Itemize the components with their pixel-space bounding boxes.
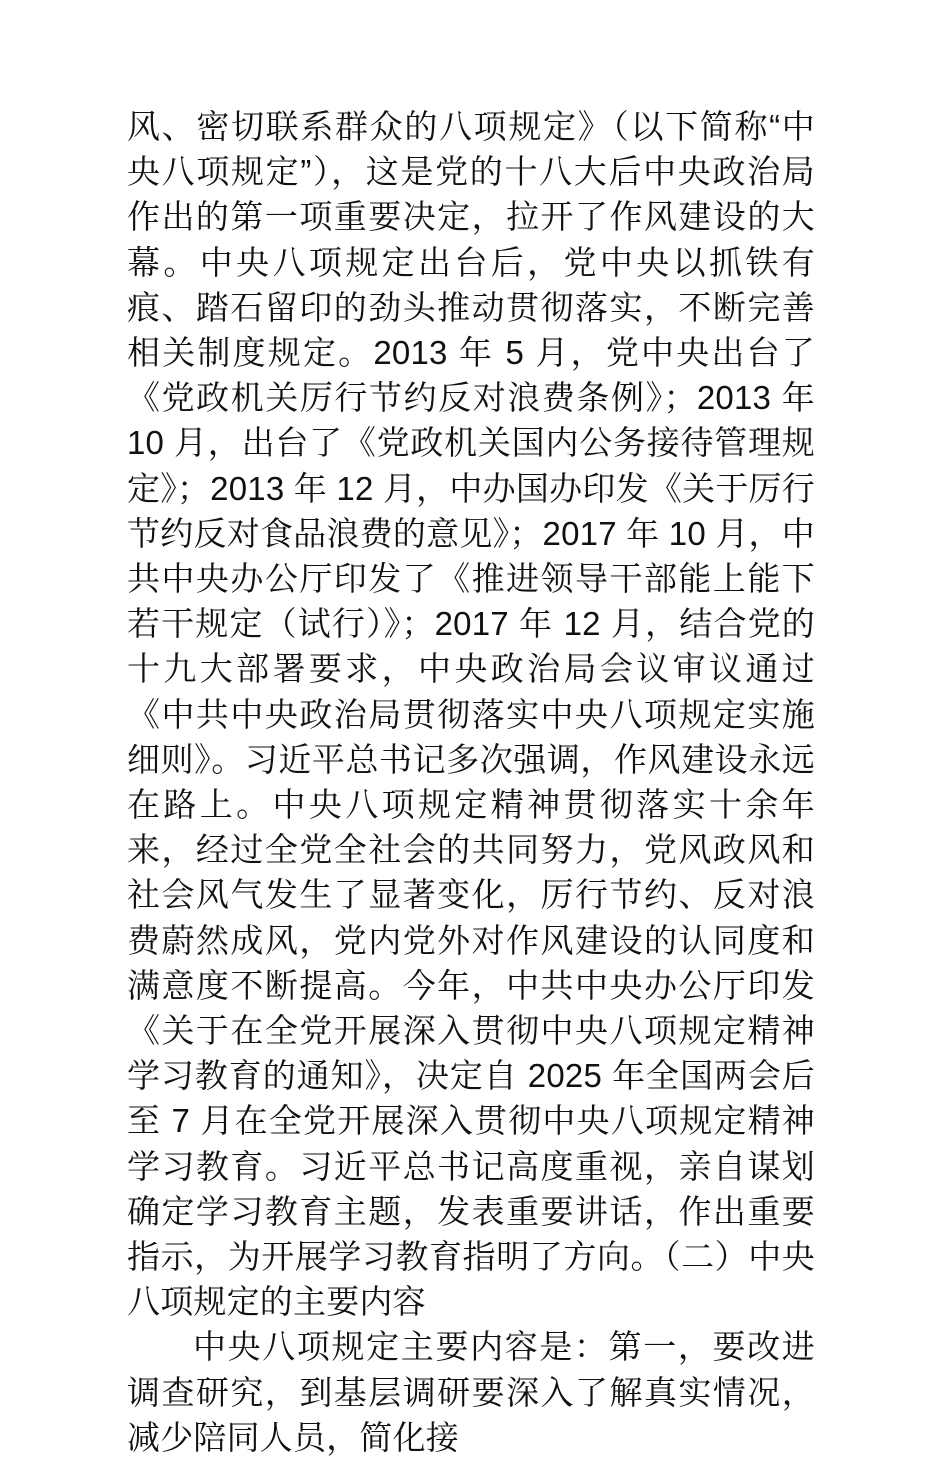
paragraph-continuation: 风、密切联系群众的八项规定》（以下简称“中央八项规定”），这是党的十八大后中央政治局作出的第一项重要决定，拉开了作风建设的大幕。中央八项规定出台后，党中央以抓铁有痕、踏石留印的劲头推动贯彻落实，不断完善相关制度规定。2013 年 5 月，党中央出台了《党政机关厉行节约反对浪费条例》；2013 年 10 月，出台了《党政机关国内公务接待管理规定》；2013 年 12 月，中办国办印发《关于厉行节约反对食品浪费的意见》；2017 年 10 月，中共中央办公厅印发了《推进领导干部能上能下若干规定（试行）》；2017 年 12 月，结合党的十九大部署要求，中央政治局会议审议通过《中共中央政治局贯彻落实中央八项规定实施细则》。习近平总书记多次强调，作风建设永远在路上。中央八项规定精神贯彻落实十余年来，经过全党全社会的共同努力，党风政风和社会风气发生了显著变化，厉行节约、反对浪费蔚然成风，党内党外对作风建设的认同度和满意度不断提高。今年，中共中央办公厅印发《关于在全党开展深入贯彻中央八项规定精神学习教育的通知》，决定自 2025 年全国两会后至 7 月在全党开展深入贯彻中央八项规定精神学习教育。习近平总书记高度重视，亲自谋划确定学习教育主题，发表重要讲话，作出重要指示，为开展学习教育指明了方向。（二）中央八项规定的主要内容: [127, 108, 815, 1321]
document-text-body: [127, 104, 815, 1460]
paragraph-main-content: 中央八项规定主要内容是：第一，要改进调查研究，到基层调研要深入了解真实情况，减少陪同人员，简化接: [127, 1328, 815, 1456]
